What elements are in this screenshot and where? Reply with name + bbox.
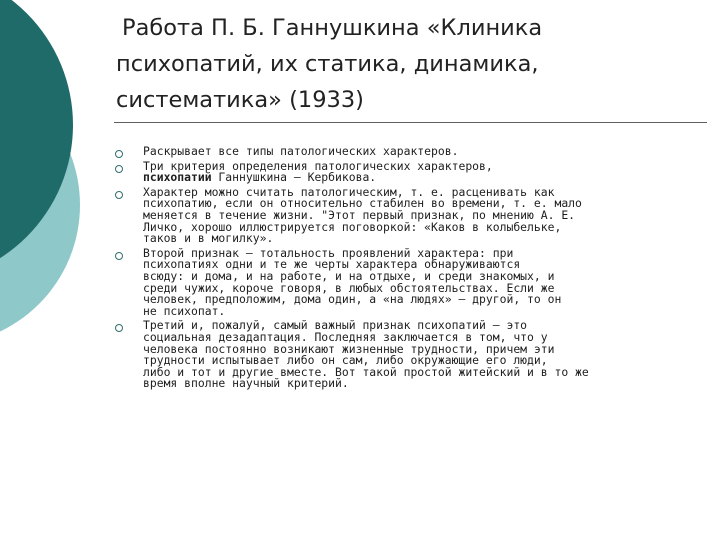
bullet-item <box>112 320 702 390</box>
bullet-item <box>112 146 702 158</box>
bullet-line: психопатию, если он относительно стабилен во времени, т. е. мало <box>143 196 582 211</box>
bullet-text <box>143 146 702 158</box>
bullet-line: либо и тот и другие вместе. Вот такой простой житейский и в то же <box>143 364 589 379</box>
bullet-line: человек, предположим, дома один, а «на людях» — другой, то он <box>143 292 562 307</box>
bullet-list <box>112 146 702 393</box>
bullet-line: трудности испытывает либо он сам, либо окружающие его люди, <box>143 353 548 368</box>
bullet-line: человека постоянно возникают жизненные трудности, причем эти <box>143 341 555 356</box>
bullet-line: Характер можно считать патологическим, т. е. расценивать как <box>143 184 555 199</box>
bullet-text <box>143 158 702 185</box>
bullet-line: Три критерия определения патологических характеров, <box>143 158 493 173</box>
bullet-circle-icon <box>115 165 123 173</box>
bullet-circle-icon <box>115 252 123 260</box>
bullet-circle-icon <box>115 191 123 199</box>
bullet-line: Третий и, пожалуй, самый важный признак психопатий — это <box>143 318 528 333</box>
title-line: Работа П. Б. Ганнушкина «Клиника <box>122 15 543 41</box>
bullet-item <box>112 158 702 185</box>
bullet-line: социальная дезадаптация. Последняя заключается в том, что у <box>143 329 548 344</box>
bullet-item <box>112 184 702 246</box>
title-divider <box>114 122 707 123</box>
light-teal-circle <box>0 65 80 345</box>
bullet-item <box>112 245 702 318</box>
title-line: психопатий, их статика, динамика, <box>116 51 539 77</box>
bullet-line: таков и в могилку». <box>143 231 274 246</box>
slide-title <box>116 10 706 118</box>
bullet-line: время вполне научный критерий. <box>143 376 349 391</box>
bullet-text <box>143 245 702 318</box>
bullet-line: не психопат. <box>143 303 226 318</box>
bullet-line: Второй признак — тотальность проявлений характера: при <box>143 245 514 260</box>
bullet-circle-icon <box>115 324 123 332</box>
bullet-line-rest: Ганнушкина — Кербикова. <box>211 170 377 185</box>
bullet-line <box>143 172 702 184</box>
title-line: систематика» (1933) <box>116 87 364 113</box>
bullet-line: Раскрывает все типы патологических характеров. <box>143 144 459 158</box>
bullet-line: психопатиях одни и те же черты характера обнаруживаются <box>143 257 521 272</box>
bullet-text <box>143 184 702 246</box>
dark-teal-circle <box>0 0 73 283</box>
bullet-line: Личко, хорошо иллюстрируется поговоркой: «Каков в колыбельке, <box>143 219 562 234</box>
bullet-line: меняется в течение жизни. "Этот первый признак, по мнению А. Е. <box>143 207 576 222</box>
bullet-line: среди чужих, короче говоря, в любых обстоятельствах. Если же <box>143 280 555 295</box>
bold-term: психопатий <box>143 170 212 185</box>
bullet-circle-icon <box>115 150 123 158</box>
bullet-line: всюду: и дома, и на работе, и на отдыхе, и среди знакомых, и <box>143 268 555 283</box>
bullet-text <box>143 320 702 390</box>
